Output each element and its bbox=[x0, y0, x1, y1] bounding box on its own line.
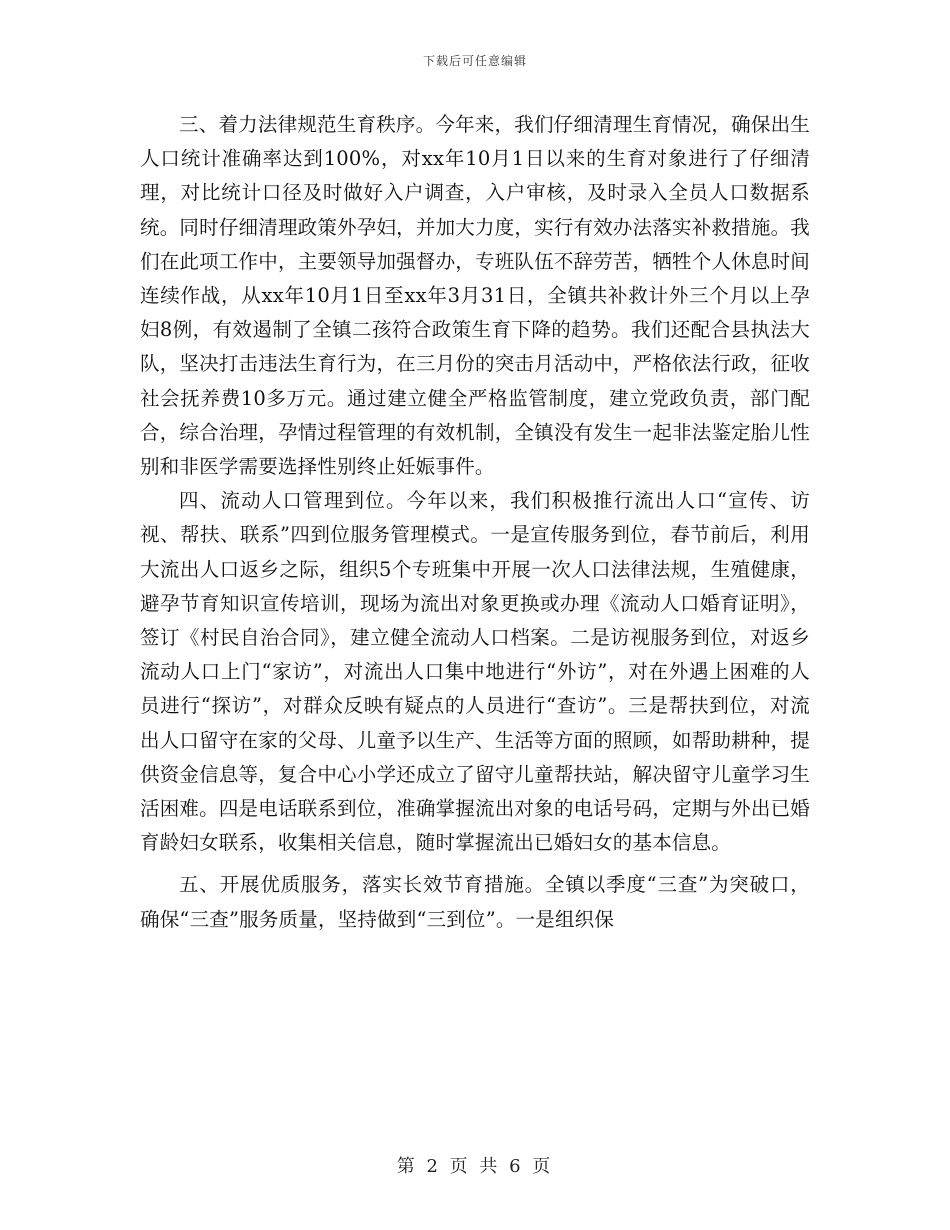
paragraph-5: 五、开展优质服务，落实长效节育措施。全镇以季度“三查”为突破口，确保“三查”服务质量，坚持做到“三到位”。一是组织保 bbox=[140, 873, 810, 931]
paragraph-4: 四、流动人口管理到位。今年以来，我们积极推行流出人口“宣传、访视、帮扶、联系”四到位服务管理模式。一是宣传服务到位，春节前后，利用大流出人口返乡之际，组织5个专班集中开展一次人口法律法规，生殖健康，避孕节育知识宣传培训，现场为流出对象更换或办理《流动人口婚育证明》，签订《村民自治合同》，建立健全流动人口档案。二是访视服务到位，对返乡流动人口上门“家访”，对流出人口集中地进行“外访”，对在外遇上困难的人员进行“探访”，对群众反映有疑点的人员进行“查访”。三是帮扶到位，对流出人口留守在家的父母、儿童予以生产、生活等方面的照顾，如帮助耕种，提供资金信息等，复合中心小学还成立了留守儿童帮扶站，解决留守儿童学习生活困难。四是电话联系到位，准确掌握流出对象的电话号码，定期与外出已婚育龄妇女联系，收集相关信息，随时掌握流出已婚妇女的基本信息。 bbox=[140, 489, 810, 855]
page-header-note: 下载后可任意编辑 bbox=[422, 54, 527, 68]
page-number-footer: 第 2 页 共 6 页 bbox=[396, 1156, 554, 1177]
paragraph-3: 三、着力法律规范生育秩序。今年来，我们仔细清理生育情况，确保出生人口统计准确率达到100%，对xx年10月1日以来的生育对象进行了仔细清理，对比统计口径及时做好入户调查，入户审核，及时录入全员人口数据系统。同时仔细清理政策外孕妇，并加大力度，实行有效办法落实补救措施。我们在此项工作中，主要领导加强督办，专班队伍不辞劳苦，牺牲个人休息时间连续作战，从xx年10月1日至xx年3月31日，全镇共补救计外三个月以上孕妇8例，有效遏制了全镇二孩符合政策生育下降的趋势。我们还配合县执法大队，坚决打击违法生育行为，在三月份的突击月活动中，严格依法行政，征收社会抚养费10多万元。通过建立健全严格监管制度，建立党政负责，部门配合，综合治理，孕情过程管理的有效机制，全镇没有发生一起非法鉴定胎儿性别和非医学需要选择性别终止妊娠事件。 bbox=[140, 113, 810, 479]
document-body bbox=[140, 108, 810, 937]
